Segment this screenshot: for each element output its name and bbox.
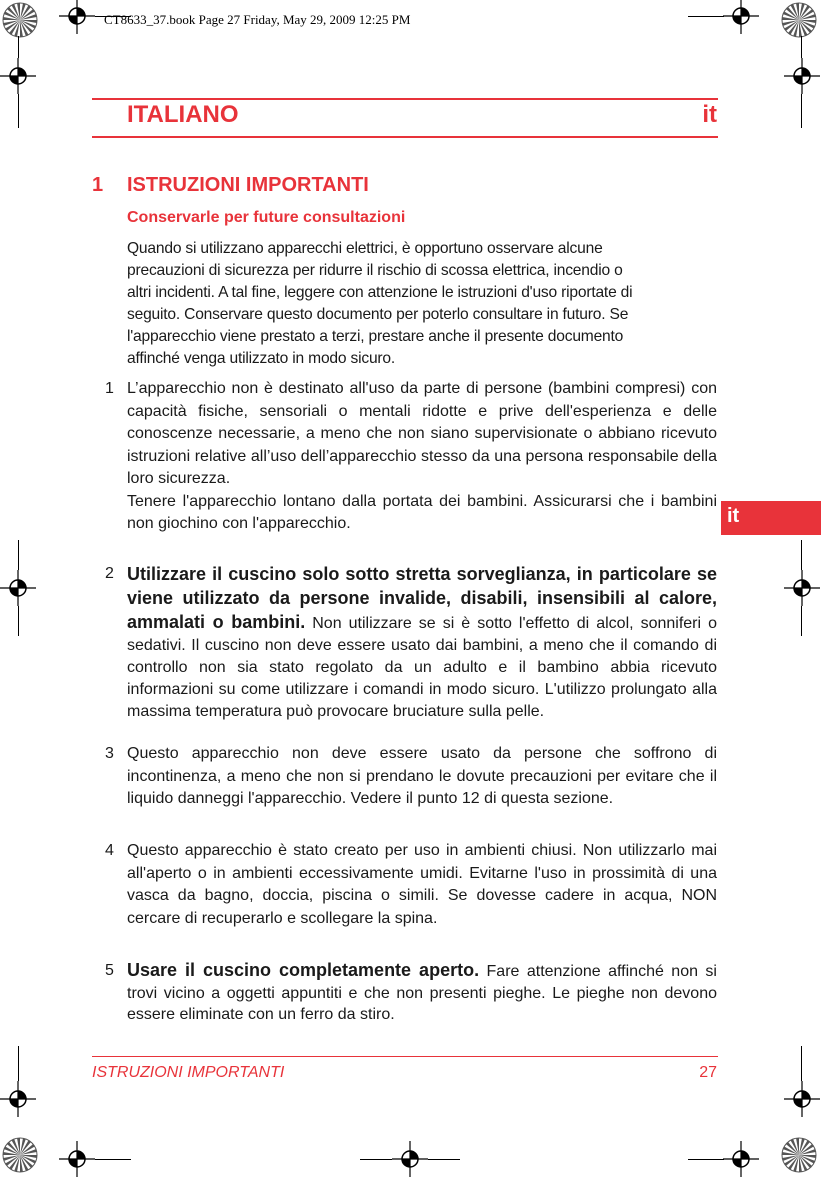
footer-title: ISTRUZIONI IMPORTANTI <box>92 1064 285 1081</box>
item-number: 5 <box>105 962 114 979</box>
crop-line <box>18 36 19 58</box>
item-text: Questo apparecchio è stato creato per uso in ambienti chiusi. Non utilizzarlo mai all'aperto o in ambienti eccessivamente umidi. Evitarne l'uso in prossimità di una vasca da bagno, doccia, piscina o simili. Se dovesse cadere in acqua, NON cercare di recuperarlo e scollegare la spina. <box>127 842 717 927</box>
language-side-tab: it <box>721 501 821 535</box>
color-bar-star-icon <box>2 2 38 38</box>
crop-line <box>688 16 724 17</box>
intro-line: altri incidenti. A tal fine, leggere con attenzione le istruzioni d'uso riportate di <box>127 284 633 301</box>
intro-line: Quando si utilizzano apparecchi elettrici, è opportuno osservare alcune <box>127 240 603 257</box>
language-title: ITALIANO <box>127 101 239 128</box>
registration-mark-icon <box>0 570 36 606</box>
color-bar-star-icon <box>781 2 817 38</box>
registration-mark-icon <box>784 58 820 94</box>
item-text: L’apparecchio non è destinato all'uso da parte di persone (bambini compresi) con capacità fisiche, sensoriali o mentali ridotte e prive dell'esperienza e delle conoscenze necessarie, a meno che non siano supervisionate o abbiano ricevuto istruzioni relative all’uso dell’apparecchio stesso da una persona responsabile della loro sicurezza. <box>127 380 717 487</box>
page-number: 27 <box>699 1064 717 1081</box>
intro-line: affinché venga utilizzato in modo sicuro. <box>127 350 396 367</box>
item-number: 3 <box>105 745 114 762</box>
item-text: Non utilizzare se si è sotto l'effetto di alcol, sonniferi o sedativi. Il cuscino non deve essere usato dai bambini, a meno che il comando di controllo non sia stato regolato da un adulto e il bambino abbia ricevuto informazioni su come utilizzare i comandi in modo sicuro. L'utilizzo prolungato alla massima temperatura può provocare bruciature sulla pelle. <box>127 615 717 720</box>
crop-line <box>18 540 19 570</box>
crop-line <box>18 606 19 636</box>
crop-line <box>18 1046 19 1081</box>
item-bold-text: Utilizzare il cuscino solo sotto stretta sorveglianza, in particolare se viene utilizzato da persone invalide, disabili, insensibili al calore, ammalati o bambini. <box>127 564 717 632</box>
intro-line: seguito. Conservare questo documento per poterlo consultare in futuro. Se <box>127 306 629 323</box>
registration-mark-icon <box>0 58 36 94</box>
registration-mark-icon <box>784 570 820 606</box>
item-number: 2 <box>105 565 114 582</box>
registration-mark-icon <box>0 1081 36 1117</box>
crop-line <box>801 540 802 570</box>
header-bottom-rule <box>92 136 718 138</box>
section-subtitle: Conservarle per future consultazioni <box>127 209 406 226</box>
color-bar-star-icon <box>2 1137 38 1173</box>
crop-line <box>801 1046 802 1081</box>
item-body <box>127 960 717 1026</box>
registration-mark-icon <box>392 1141 428 1177</box>
item-body <box>127 840 717 930</box>
item-body <box>127 378 717 536</box>
crop-line <box>688 1159 724 1160</box>
color-bar-star-icon <box>781 1137 817 1173</box>
print-info: CT8633_37.book Page 27 Friday, May 29, 2009 12:25 PM <box>104 12 411 27</box>
crop-line <box>95 1159 131 1160</box>
registration-mark-icon <box>59 1141 95 1177</box>
intro-line: precauzioni di sicurezza per ridurre il rischio di scossa elettrica, incendio o <box>127 262 623 279</box>
language-code: it <box>702 101 717 128</box>
intro-paragraph <box>127 238 717 370</box>
intro-line: l'apparecchio viene prestato a terzi, prestare anche il presente documento <box>127 328 624 345</box>
crop-line <box>360 1159 392 1160</box>
crop-line <box>801 94 802 128</box>
registration-mark-icon <box>59 0 95 34</box>
registration-mark-icon <box>784 1081 820 1117</box>
crop-line <box>801 36 802 58</box>
crop-line <box>801 606 802 636</box>
item-body <box>127 563 717 723</box>
header-top-rule <box>92 98 718 100</box>
crop-line <box>428 1159 460 1160</box>
item-text: Tenere l'apparecchio lontano dalla portata dei bambini. Assicurarsi che i bambini non giochino con l'apparecchio. <box>127 492 717 532</box>
section-number: 1 <box>92 174 104 196</box>
item-bold-text: Usare il cuscino completamente aperto. <box>127 960 480 980</box>
crop-line <box>18 94 19 128</box>
item-text: Fare attenzione affinché non si trovi vicino a oggetti appuntiti e che non presenti pieghe. Le pieghe non devono essere eliminate con un ferro da stiro. <box>127 963 717 1023</box>
item-text: Questo apparecchio non deve essere usato da persone che soffrono di incontinenza, a meno che non si prendano le dovute precauzioni per evitare che il liquido danneggi l'apparecchio. Vedere il punto 12 di questa sezione. <box>127 745 717 807</box>
registration-mark-icon <box>723 0 759 34</box>
section-title: ISTRUZIONI IMPORTANTI <box>127 174 369 196</box>
registration-mark-icon <box>723 1141 759 1177</box>
item-number: 1 <box>105 380 114 397</box>
item-body <box>127 743 717 811</box>
item-number: 4 <box>105 842 114 859</box>
footer-rule <box>92 1056 718 1057</box>
